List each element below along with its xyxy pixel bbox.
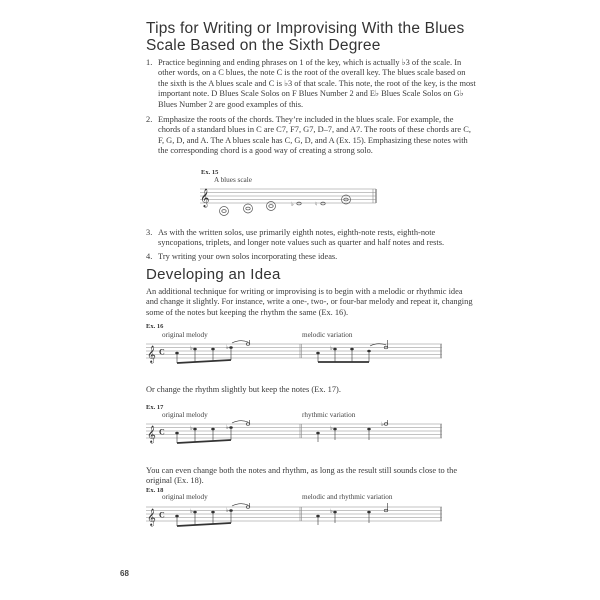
treble-clef-icon: 𝄞	[147, 508, 156, 526]
example-label: Ex. 16	[146, 323, 164, 330]
tip-text: Try writing your own solos incorporating these ideas.	[158, 252, 338, 261]
music-staff-ex16	[146, 340, 456, 370]
tip-item-3	[146, 228, 476, 249]
example-label: Ex. 17	[146, 404, 164, 411]
common-time-icon: C	[159, 510, 165, 520]
tip-text: As with the written solos, use primarily eighth notes, eighth-note rests, eighth-note syncopations, triplets, and longer note values such as quarter and half notes and rests.	[158, 228, 445, 248]
flat-icon: ♭	[190, 346, 193, 352]
treble-clef-icon: 𝄞	[147, 345, 156, 363]
example-caption-right: melodic variation	[302, 331, 353, 339]
treble-clef-icon: 𝄞	[200, 188, 210, 207]
tip-number: 4.	[146, 252, 153, 261]
example-label: Ex. 15	[201, 169, 219, 176]
tip-item-4	[146, 252, 476, 262]
paragraph: You can even change both the notes and rhythm, as long as the result still sounds close to the original (Ex. 18).	[146, 466, 458, 486]
flat-icon: ♭	[190, 509, 193, 515]
flat-icon: ♭	[330, 426, 333, 432]
music-staff-ex18	[146, 503, 456, 533]
flat-icon: ♭	[330, 346, 333, 352]
tip-text: Emphasize the roots of the chords. They’re included in the blues scale. For example, the chords of a standard blues in C are C7, F7, G7, D–7, and A7. The roots of these chords are C, F, G, D, and A. The A blues scale has C, G, D, and A (Ex. 15). Emphasizing these notes with the corresponding chord is a good way of creating a strong solo.	[158, 115, 471, 156]
flat-icon: ♭	[226, 508, 229, 514]
tip-item-2	[146, 115, 476, 157]
paragraph: Or change the rhythm slightly but keep the notes (Ex. 17).	[146, 385, 341, 394]
tip-number: 3.	[146, 228, 153, 237]
page-number: 68	[120, 569, 129, 578]
common-time-icon: C	[159, 427, 165, 437]
page-title: Tips for Writing or Improvising With the Blues Scale Based on the Sixth Degree	[146, 20, 465, 54]
music-staff-ex15	[196, 183, 382, 217]
flat-icon: ♭	[226, 425, 229, 431]
example-caption-right: melodic and rhythmic variation	[302, 493, 393, 501]
section-heading: Developing an Idea	[146, 266, 281, 283]
tip-item-1	[146, 58, 476, 110]
flat-icon: ♭	[226, 345, 229, 351]
example-caption-left: original melody	[162, 331, 208, 339]
example-label: Ex. 18	[146, 487, 164, 494]
treble-clef-icon: 𝄞	[147, 425, 156, 443]
intro-paragraph: An additional technique for writing or improvising is to begin with a melodic or rhythmic idea and change it slightly. For instance, write a one-, two-, or four-bar melody and repeat it, changing some of the notes but keeping the rhythm the same (Ex. 16).	[146, 287, 473, 317]
flat-icon: ♭	[330, 509, 333, 515]
flat-icon: ♭	[291, 202, 294, 208]
flat-icon: ♭	[190, 426, 193, 432]
natural-icon: ♮	[315, 202, 318, 208]
flat-icon: ♭	[381, 422, 384, 428]
music-staff-ex17	[146, 420, 456, 450]
example-caption-right: rhythmic variation	[302, 411, 356, 419]
tip-number: 2.	[146, 115, 153, 124]
common-time-icon: C	[159, 347, 165, 357]
example-caption-left: original melody	[162, 493, 208, 501]
example-caption-left: original melody	[162, 411, 208, 419]
tip-text: Practice beginning and ending phrases on 1 of the key, which is actually ♭3 of the scale. In other words, on a C blues, the note C is the root of the overall key. The blues scale based on the sixth is the A blues scale and C is ♭3 of that scale. This note, the root of the key, is the most important note. D Blues Scale Solos on F Blues Number 2 and E♭ Blues Scale Solos on G♭ Blues Number 2 are good examples of this.	[158, 58, 476, 109]
tip-number: 1.	[146, 58, 153, 67]
example-caption: A blues scale	[214, 176, 252, 184]
